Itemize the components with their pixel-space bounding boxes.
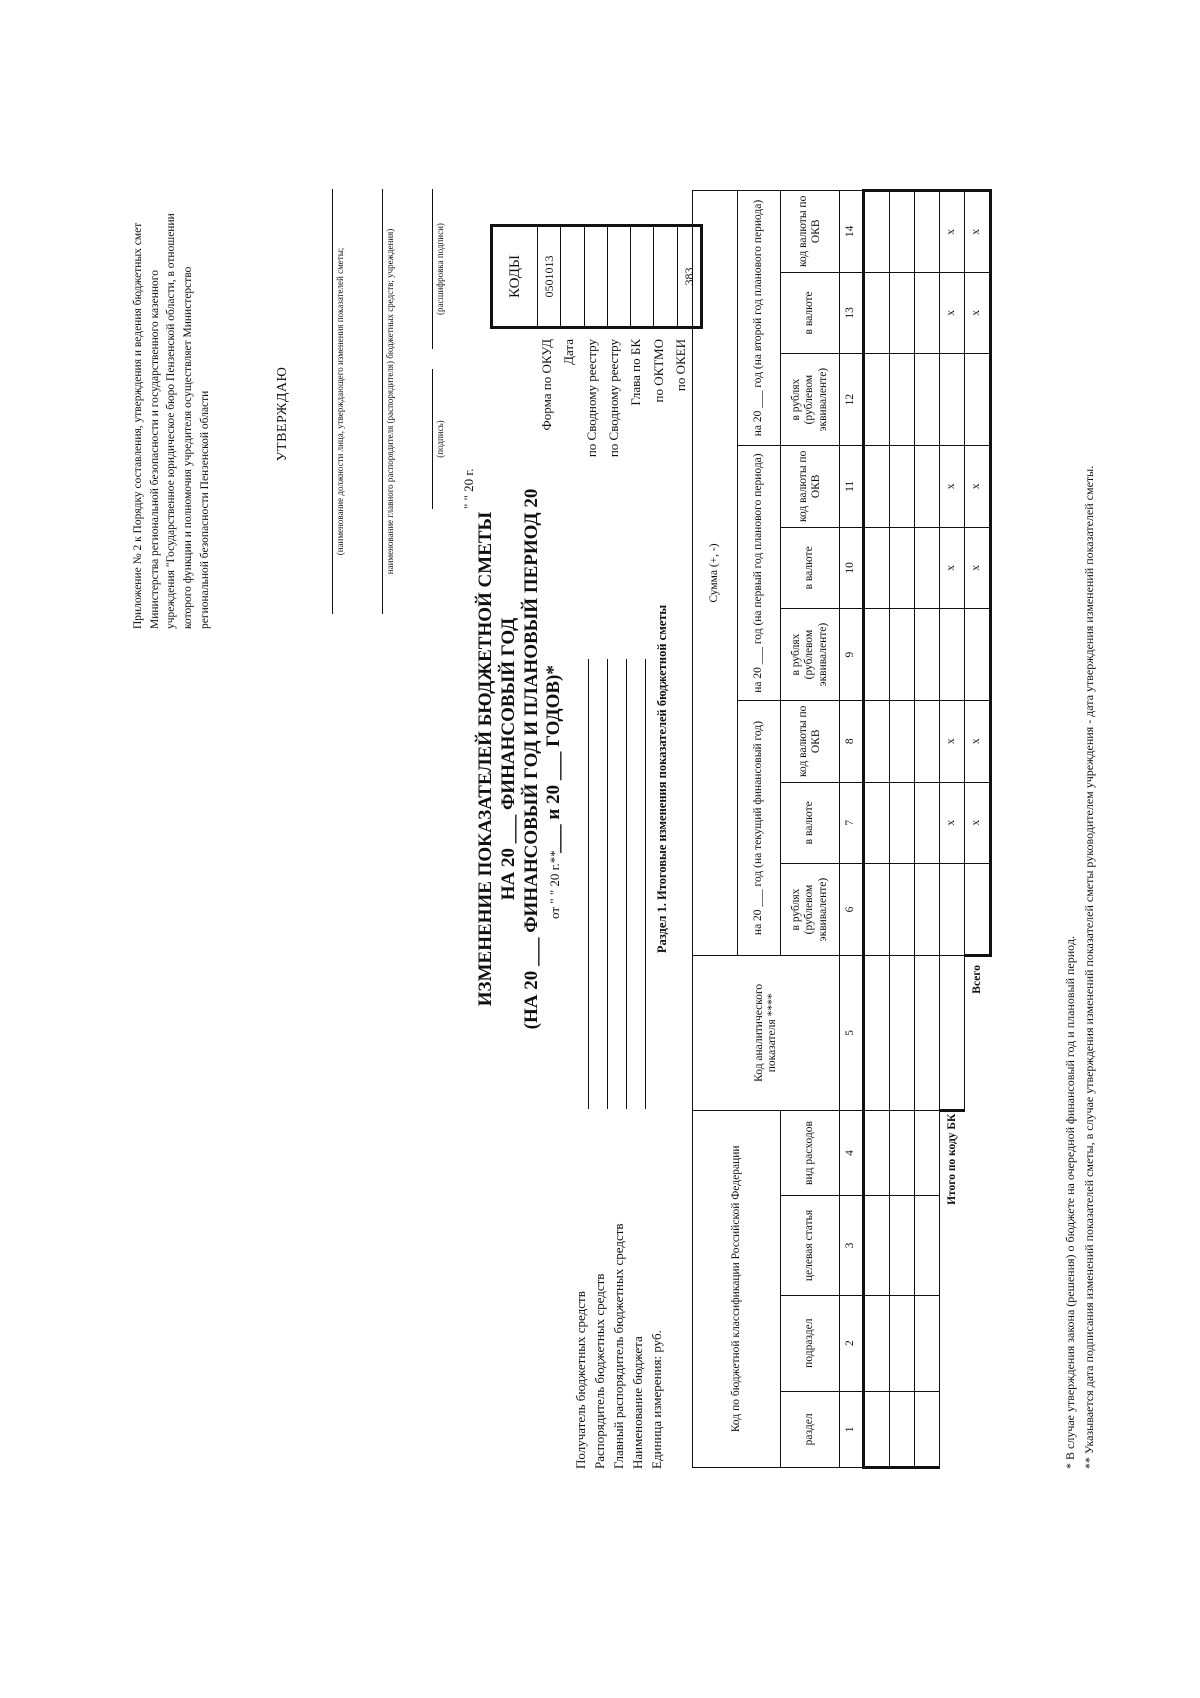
distributor-line bbox=[607, 659, 608, 1109]
col-rub-p1: в рублях (рублевом эквиваленте) bbox=[781, 609, 840, 701]
col-val-cur: в валюте bbox=[781, 782, 840, 864]
decode-line bbox=[432, 189, 433, 349]
code-date bbox=[561, 227, 584, 326]
code-registry-2 bbox=[608, 227, 631, 326]
form-date: от " " 20 г.** bbox=[547, 850, 562, 919]
label-okei: по ОКЕИ bbox=[673, 339, 688, 392]
col-razdel: раздел bbox=[781, 1391, 840, 1467]
col-podrazdel: подраздел bbox=[781, 1295, 840, 1391]
code-okei: 383 bbox=[681, 267, 696, 286]
label-date: Дата bbox=[561, 339, 576, 365]
x-mark: x bbox=[965, 527, 991, 609]
col-year-plan2: на 20 ___ год (на второй год планового периода) bbox=[738, 191, 781, 446]
label-distributor: Распорядитель бюджетных средств bbox=[592, 1273, 607, 1469]
col-num: 11 bbox=[840, 446, 864, 528]
form-title-line1: ИЗМЕНЕНИЕ ПОКАЗАТЕЛЕЙ БЮДЖЕТНОЙ СМЕТЫ bbox=[475, 511, 496, 1007]
col-analytic-header: Код аналитического показателя **** bbox=[693, 956, 840, 1111]
section-title: Раздел 1. Итоговые изменения показателей бюджетной сметы bbox=[655, 604, 669, 954]
code-bk bbox=[631, 227, 654, 326]
col-okv-cur: код валюты по ОКВ bbox=[781, 701, 840, 783]
col-okv-p2: код валюты по ОКВ bbox=[781, 191, 840, 273]
col-okv-p1: код валюты по ОКВ bbox=[781, 446, 840, 528]
form-title-line3: (НА 20 ___ ФИНАНСОВЫЙ ГОД И ПЛАНОВЫЙ ПЕРИОД 20 ___ и 20 ___ ГОДОВ)* bbox=[521, 488, 564, 1030]
org-line bbox=[382, 189, 383, 614]
col-num: 2 bbox=[840, 1295, 864, 1391]
label-registry-2: по Сводному реестру bbox=[606, 339, 621, 458]
code-okud: 0501013 bbox=[538, 227, 561, 326]
position-line bbox=[332, 189, 333, 614]
footnote-2: ** Указывается дата подписания изменений показателей сметы, в случае утверждения изменений показателей сметы руководителем учреждения - дата утверждения изменений показателей сметы. bbox=[1082, 465, 1096, 1469]
approve-heading: УТВЕРЖДАЮ bbox=[275, 366, 290, 462]
caption-org: наименование главного распорядителя (распорядителя) бюджетных средств; учреждения) bbox=[385, 228, 395, 575]
col-rub-cur: в рублях (рублевом эквиваленте) bbox=[781, 864, 840, 956]
form-title-line2: НА 20 ___ ФИНАНСОВЫЙ ГОД bbox=[498, 617, 519, 901]
col-num: 14 bbox=[840, 191, 864, 273]
appendix-note: Приложение № 2 к Порядку составления, утверждения и ведения бюджетных смет Министерства региональной безопасности и государственного казенного учреждения "Государственное юридическое бюро Пензенской области, в отношении которого функции и полномочия учредителя осуществляет Министерство региональной безопасности Пензенской области bbox=[132, 213, 211, 629]
x-mark: x bbox=[940, 527, 965, 609]
col-num: 1 bbox=[840, 1391, 864, 1467]
main-distributor-line bbox=[626, 659, 627, 1109]
col-num: 12 bbox=[840, 354, 864, 446]
caption-position: (наименование должности лица, утверждающего изменения показателей сметы; bbox=[335, 247, 345, 556]
signature-line bbox=[432, 369, 433, 509]
col-rub-p2: в рублях (рублевом эквиваленте) bbox=[781, 354, 840, 446]
budget-estimate-form bbox=[95, 189, 1105, 1509]
label-bk: Глава по БК bbox=[628, 339, 643, 406]
caption-signature: (подпись) bbox=[435, 420, 445, 458]
col-sum-header: Сумма (+, -) bbox=[693, 191, 738, 956]
col-num: 6 bbox=[840, 864, 864, 956]
col-year-current: на 20 ___ год (на текущий финансовый год) bbox=[738, 701, 781, 956]
section1-table bbox=[692, 189, 992, 1469]
col-num: 13 bbox=[840, 272, 864, 354]
label-recipient: Получатель бюджетных средств bbox=[573, 1291, 588, 1469]
col-year-plan1: на 20 ___ год (на первый год планового периода) bbox=[738, 446, 781, 701]
label-okud: Форма по ОКУД bbox=[539, 339, 554, 431]
col-num: 5 bbox=[840, 956, 864, 1111]
label-oktmo: по ОКТМО bbox=[651, 339, 666, 403]
table-row bbox=[890, 191, 915, 1468]
col-val-p1: в валюте bbox=[781, 527, 840, 609]
col-num: 3 bbox=[840, 1196, 864, 1295]
column-numbers-row bbox=[840, 191, 864, 1468]
col-bk-header: Код по бюджетной классификации Российской Федерации bbox=[693, 1110, 781, 1467]
x-mark: x bbox=[965, 191, 991, 273]
col-num: 7 bbox=[840, 782, 864, 864]
col-num: 10 bbox=[840, 527, 864, 609]
codes-header: КОДЫ bbox=[493, 227, 538, 326]
col-target: целевая статья bbox=[781, 1196, 840, 1295]
budget-name-line bbox=[645, 659, 646, 1109]
label-unit: Единица измерения: руб. bbox=[649, 1330, 664, 1469]
code-registry-1 bbox=[585, 227, 608, 326]
x-mark: x bbox=[940, 701, 965, 783]
x-mark: x bbox=[940, 446, 965, 528]
total-bk-label: Итого по коду БК bbox=[945, 1113, 958, 1205]
x-mark: x bbox=[965, 782, 991, 864]
col-num: 9 bbox=[840, 609, 864, 701]
table-row bbox=[864, 191, 890, 1468]
col-num: 4 bbox=[840, 1110, 864, 1196]
x-mark: x bbox=[965, 701, 991, 783]
total-all-row bbox=[965, 191, 991, 1468]
col-num: 8 bbox=[840, 701, 864, 783]
code-oktmo bbox=[654, 227, 677, 326]
x-mark: x bbox=[965, 446, 991, 528]
table-row bbox=[915, 191, 940, 1468]
label-budget-name: Наименование бюджета bbox=[630, 1336, 645, 1469]
recipient-line bbox=[588, 659, 589, 1109]
label-main-distributor: Главный распорядитель бюджетных средств bbox=[611, 1223, 626, 1469]
x-mark: x bbox=[940, 782, 965, 864]
caption-decode: (расшифровка подписи) bbox=[435, 223, 445, 315]
sign-date: " " 20 г. bbox=[461, 468, 476, 509]
total-bk-row bbox=[940, 191, 965, 1468]
col-val-p2: в валюте bbox=[781, 272, 840, 354]
x-mark: x bbox=[940, 272, 965, 354]
footnote-1: * В случае утверждения закона (решения) о бюджете на очередной финансовый год и плановый период. bbox=[1063, 936, 1077, 1469]
x-mark: x bbox=[965, 272, 991, 354]
total-all-label: Всего bbox=[971, 965, 984, 994]
label-registry-1: по Сводному реестру bbox=[584, 339, 599, 458]
col-vid: вид расходов bbox=[781, 1110, 840, 1196]
x-mark: x bbox=[940, 191, 965, 273]
codes-box bbox=[490, 224, 703, 329]
